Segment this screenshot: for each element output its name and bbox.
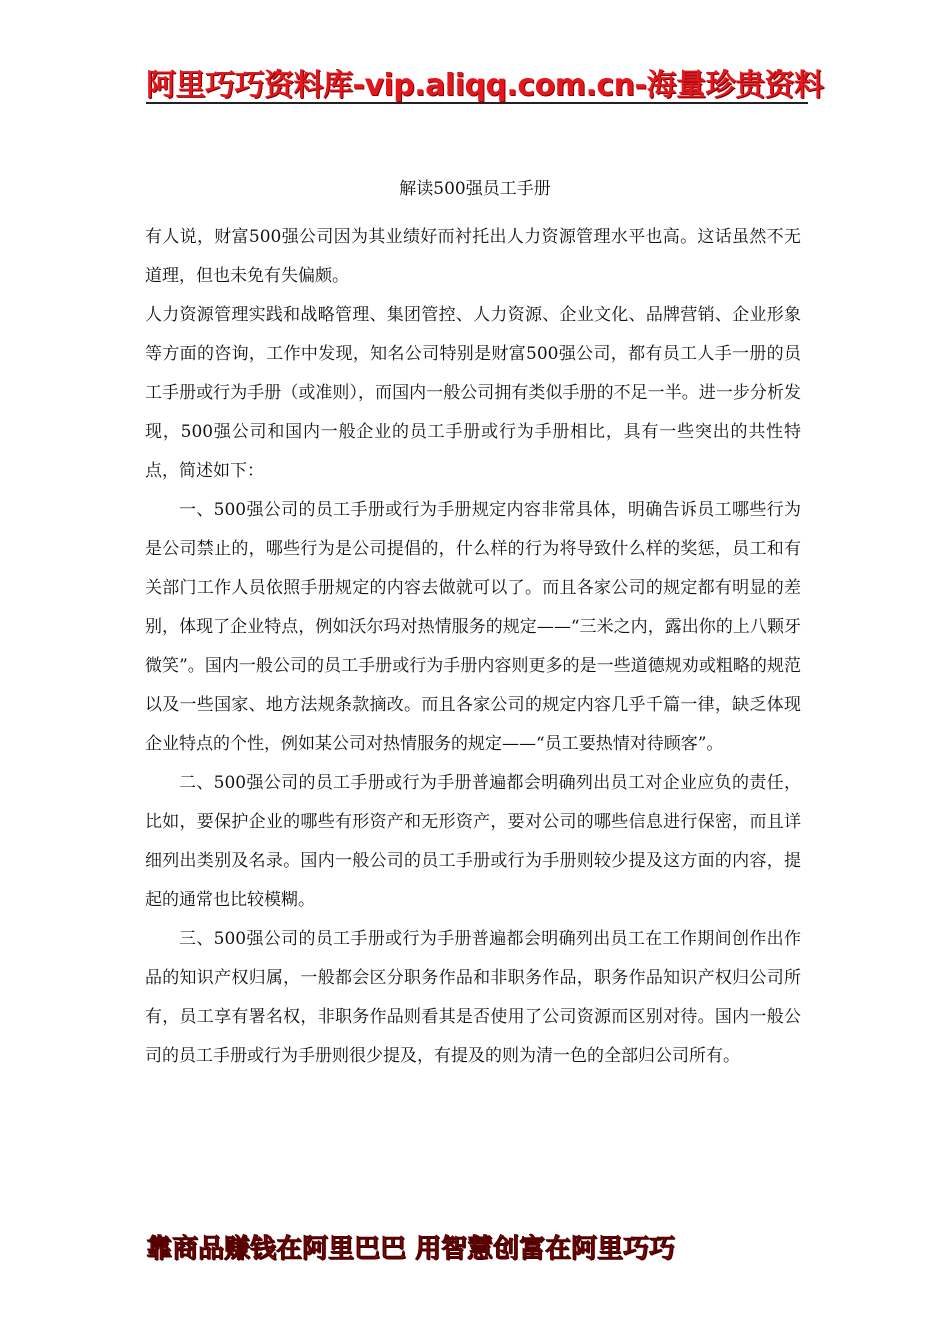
header-banner-text: 阿里巧巧资料库-vip.aliqq.com.cn-海量珍贵资料 bbox=[146, 68, 824, 103]
document-title: 解读500强员工手册 bbox=[399, 179, 551, 199]
paragraph-intro: 有人说，财富500强公司因为其业绩好而衬托出人力资源管理水平也高。这话虽然不无道理，但也未免有失偏颇。 bbox=[145, 227, 801, 286]
footer-banner: 靠商品赚钱在阿里巴巴 用智慧创富在阿里巧巧 bbox=[146, 1234, 676, 1264]
paragraph-point-three: 三、500强公司的员工手册或行为手册普遍都会明确列出员工在工作期间创作出作品的知识产权归属，一般都会区分职务作品和非职务作品，职务作品知识产权归公司所有，员工享有署名权，非职务作品则看其是否使用了公司资源而区别对待。国内一般公司的员工手册或行为手册则很少提及，有提及的则为清一色的全部归公司所有。 bbox=[145, 929, 801, 1066]
header-banner bbox=[146, 58, 824, 104]
paragraph-point-one: 一、500强公司的员工手册或行为手册规定内容非常具体，明确告诉员工哪些行为是公司禁止的，哪些行为是公司提倡的，什么样的行为将导致什么样的奖惩，员工和有关部门工作人员依照手册规定的内容去做就可以了。而且各家公司的规定都有明显的差别，体现了企业特点，例如沃尔玛对热情服务的规定——“三米之内，露出你的上八颗牙微笑”。国内一般公司的员工手册或行为手册内容则更多的是一些道德规劝或粗略的规范以及一些国家、地方法规条款摘改。而且各家公司的规定内容几乎千篇一律，缺乏体现企业特点的个性，例如某公司对热情服务的规定——“员工要热情对待顾客”。 bbox=[145, 500, 801, 754]
paragraph-point-two: 二、500强公司的员工手册或行为手册普遍都会明确列出员工对企业应负的责任，比如，要保护企业的哪些有形资产和无形资产，要对公司的哪些信息进行保密，而且详细列出类别及名录。国内一般公司的员工手册或行为手册则较少提及这方面的内容，提起的通常也比较模糊。 bbox=[145, 773, 801, 910]
paragraph-context: 人力资源管理实践和战略管理、集团管控、人力资源、企业文化、品牌营销、企业形象等方面的咨询，工作中发现，知名公司特别是财富500强公司，都有员工人手一册的员工手册或行为手册（或准则），而国内一般公司拥有类似手册的不足一半。进一步分析发现，500强公司和国内一般企业的员工手册或行为手册相比，具有一些突出的共性特点，简述如下： bbox=[145, 305, 801, 481]
document-body bbox=[145, 218, 801, 1076]
